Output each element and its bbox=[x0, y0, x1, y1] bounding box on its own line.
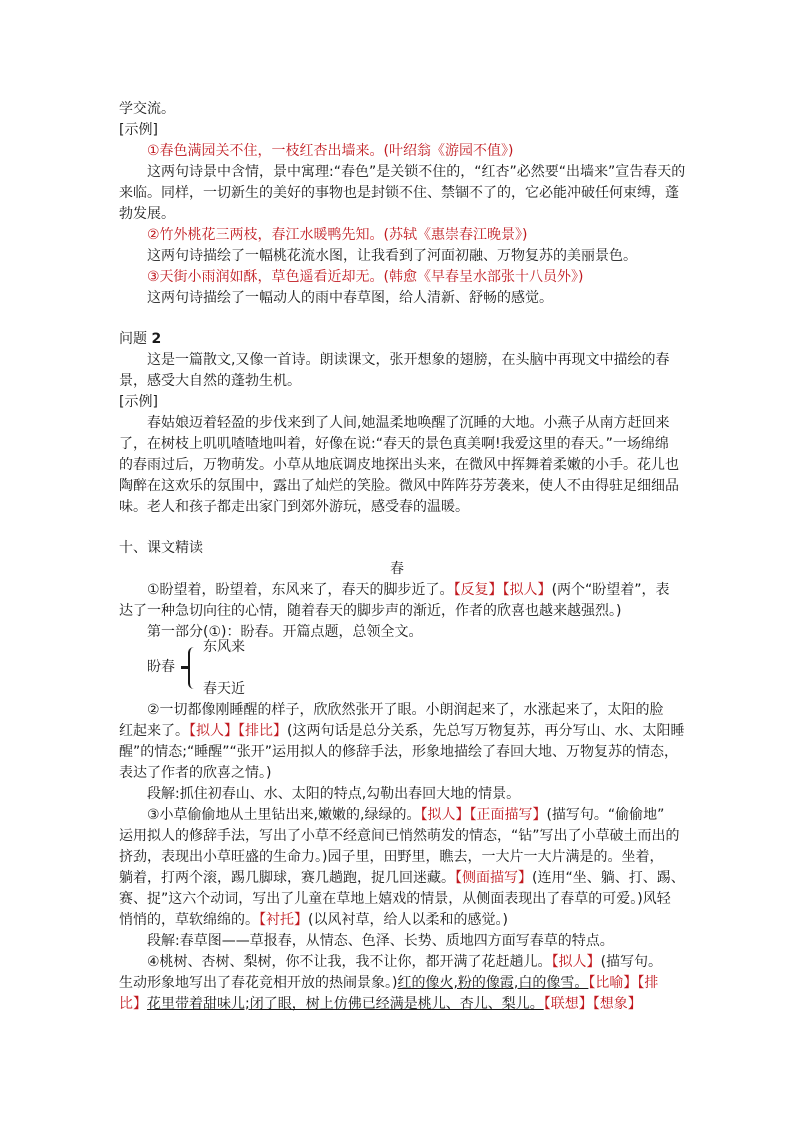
text-line: 运用拟人的修辞手法，写出了小草不经意间已悄然萌发的情态，“钻”写出了小草破土而出的 bbox=[119, 828, 680, 844]
text-line: ③小草偷偷地从土里钻出来,嫩嫩的,绿绿的。【拟人】【正面描写】(描写句。“偷偷地” bbox=[147, 807, 665, 823]
poem-line: ①春色满园关不住，一枝红杏出墙来。(叶绍翁《游园不值》) bbox=[147, 143, 514, 159]
text-line: 景，感受大自然的蓬勃生机。 bbox=[119, 373, 301, 389]
brace-diagram bbox=[188, 647, 198, 689]
text-line: 躺着，打两个滚，踢几脚球，赛几趟跑，捉几回迷藏。【侧面描写】(连用“坐、躺、打、踢、 bbox=[119, 870, 685, 886]
paragraph-analysis: 段解:抓住初春山、水、太阳的特点,勾勒出春回大地的情景。 bbox=[147, 786, 521, 802]
text-line: 生动形象地写出了春花竞相开放的热闹景象。)红的像火,粉的像霞,白的像雪。【比喻】【排 bbox=[119, 975, 659, 991]
text-line: 红起来了。【拟人】【排比】(这两句话是总分关系，先总写万物复苏，再分写山、水、太阳睡 bbox=[119, 723, 685, 739]
text-line: 春姑娘迈着轻盈的步伐来到了人间,她温柔地唤醒了沉睡的大地。小燕子从南方赶回来 bbox=[147, 415, 670, 431]
text-line: 学交流。 bbox=[119, 101, 175, 117]
text-line: 的春雨过后，万物萌发。小草从地底调皮地探出头来，在微风中挥舞着柔嫩的小手。花儿也 bbox=[119, 457, 679, 473]
text-line: 达了一种急切向往的心情，随着春天的脚步声的渐近，作者的欣喜也越来越强烈。) bbox=[119, 603, 622, 619]
text-line: 比】花里带着甜味儿;闭了眼，树上仿佛已经满是桃儿、杏儿、梨儿。【联想】【想象】 bbox=[119, 996, 642, 1012]
text-line: ②一切都像刚睡醒的样子，欣欣然张开了眼。小朗润起来了，水涨起来了，太阳的脸 bbox=[147, 702, 664, 718]
example-label: [示例] bbox=[119, 394, 158, 410]
text-line: 味。老人和孩子都走出家门到郊外游玩，感受春的温暖。 bbox=[119, 499, 469, 515]
text-line: 了，在树枝上叽叽喳喳地叫着，好像在说:“春天的景色真美啊!我爱这里的春天。”一场绵绵 bbox=[119, 436, 669, 452]
tree-root: 盼春 bbox=[147, 659, 175, 675]
text-line: 挤劲，表现出小草旺盛的生命力。)园子里，田野里，瞧去，一大片一大片满是的。坐着， bbox=[119, 849, 664, 865]
text-line: 这两句诗景中含情，景中寓理:“春色”是关锁不住的，“红杏”必然要“出墙来”宣告春天的 bbox=[147, 164, 686, 180]
part-summary: 第一部分(①)：盼春。开篇点题，总领全文。 bbox=[147, 624, 423, 640]
text-line: 醒”的情态;“睡醒”“张开”运用拟人的修辞手法，形象地描绘了春回大地、万物复苏的情态， bbox=[119, 744, 678, 760]
text-line: 勃发展。 bbox=[119, 206, 175, 222]
paragraph-analysis: 段解:春草图——草报春，从情态、色泽、长势、质地四方面写春草的特点。 bbox=[147, 933, 614, 949]
poem-line: ③天街小雨润如酥，草色遥看近却无。(韩愈《早春呈水部张十八员外》) bbox=[147, 269, 584, 285]
brace-tip bbox=[181, 666, 189, 669]
text-line: 陶醉在这欢乐的氛围中，露出了灿烂的笑脸。微风中阵阵芬芳袭来，使人不由得驻足细细品 bbox=[119, 478, 679, 494]
text-line: ①盼望着，盼望着，东风来了，春天的脚步近了。【反复】【拟人】(两个“盼望着”，表 bbox=[147, 582, 670, 598]
text-line: 表达了作者的欣喜之情。) bbox=[119, 765, 272, 781]
tree-branch-bottom: 春天近 bbox=[203, 681, 245, 697]
article-title: 春 bbox=[390, 561, 404, 577]
section-heading: 十、课文精读 bbox=[119, 540, 203, 556]
example-label: [示例] bbox=[119, 122, 158, 138]
tree-branch-top: 东风来 bbox=[203, 639, 245, 655]
question-heading: 问题 2 bbox=[119, 331, 162, 347]
text-line: ④桃树、杏树、梨树，你不让我，我不让你，都开满了花赶趟儿。【拟人】(描写句。 bbox=[147, 954, 663, 970]
text-line: 赛、捉”这六个动词，写出了儿童在草地上嬉戏的情景，从侧面表现出了春草的可爱。)风轻 bbox=[119, 891, 671, 907]
text-line: 这两句诗描绘了一幅桃花流水图，让我看到了河面初融、万物复苏的美丽景色。 bbox=[147, 248, 637, 264]
text-line: 这是一篇散文,又像一首诗。朗读课文，张开想象的翅膀，在头脑中再现文中描绘的春 bbox=[147, 352, 670, 368]
text-line: 这两句诗描绘了一幅动人的雨中春草图，给人清新、舒畅的感觉。 bbox=[147, 290, 553, 306]
text-line: 悄悄的，草软绵绵的。【衬托】(以风衬草，给人以柔和的感觉。) bbox=[119, 912, 508, 928]
text-line: 来临。同样，一切新生的美好的事物也是封锁不住、禁锢不了的，它必能冲破任何束缚，蓬 bbox=[119, 185, 679, 201]
poem-line: ②竹外桃花三两枝，春江水暖鸭先知。(苏轼《惠崇春江晚景》) bbox=[147, 227, 528, 243]
